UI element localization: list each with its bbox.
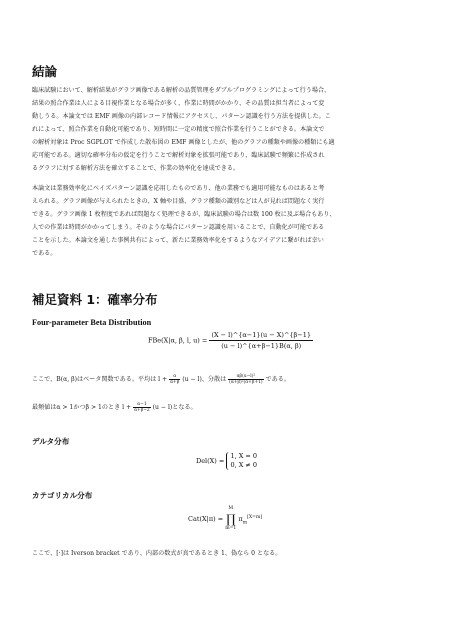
text-line: 人での作業は時間がかかってしまう。そのような場合にパターン認識を用いることで、自動化が可能である <box>32 224 325 231</box>
inline-fraction <box>228 374 263 385</box>
equation-lhs: Del(X) = <box>196 457 225 465</box>
product-symbol: ∏ <box>226 512 236 526</box>
conclusion-paragraph-1 <box>32 84 424 175</box>
delta-section-title: デルタ分布 <box>32 437 70 446</box>
categorical-equation <box>188 505 262 533</box>
beta-mean-variance-line <box>32 374 290 385</box>
fraction-numerator: (X − l)^{α−1}(u − X)^{β−1} <box>211 331 312 339</box>
beta-equation <box>148 331 313 350</box>
case-line: 1, X = 0 <box>230 452 258 460</box>
fraction-denominator: α+β <box>170 380 180 385</box>
text-segment: (u − l)となる。 <box>152 404 197 411</box>
delta-equation <box>196 452 257 470</box>
product-term <box>238 514 263 526</box>
fraction-denominator: α+β−2 <box>134 408 150 413</box>
text-line: 本論文は業務効率化にベイズパターン認識を応用したものであり、他の業務でも適用可能なものはあると考 <box>32 185 325 192</box>
beta-mode-line <box>32 402 197 413</box>
fraction-numerator: αβ(u−l)² <box>228 374 263 380</box>
fraction-denominator: (α+β)²(α+β+1) <box>229 380 263 385</box>
product-operator <box>225 505 236 533</box>
text-segment: である。 <box>265 376 290 383</box>
text-segment: 最頻値はα > 1かつβ > 1のとき l + <box>32 404 134 411</box>
equation-lhs: Cat(X|π) = <box>188 515 224 523</box>
conclusion-heading: 結論 <box>32 64 58 79</box>
term-subscript: m <box>242 520 248 526</box>
text-line: ことを示した。本論文を通した事例共有によって、新たに業務効率化をするようなアイデアに繋がれば幸い <box>32 237 324 244</box>
text-line: れによって、照合作業を自動化可能であり、短時間に一定の精度で照合作業を行うことができる。本論文で <box>32 126 325 133</box>
fraction-numerator: α−1 <box>133 402 151 408</box>
equation-lhs: FBe(X|α, β, l, u) = <box>148 336 208 345</box>
appendix-heading: 補足資料 1：確率分布 <box>32 292 158 307</box>
equation-fraction <box>209 331 313 350</box>
text-line: 結果の照合作業は人による目視作業となる場合が多く、作業に時間がかかり、その品質は担当者によって変 <box>32 100 325 107</box>
case-line: 0, X ≠ 0 <box>230 461 258 469</box>
inline-fraction <box>169 374 180 385</box>
text-line: 動しうる。本論文では EMF 画像の内部レコード情報にアクセスし、パターン認識を行う方法を提供した。こ <box>32 113 331 120</box>
beta-section-title: Four-parameter Beta Distribution <box>32 318 152 327</box>
fraction-denominator: (u − l)^{α+β−1}B(α, β) <box>221 342 302 350</box>
text-segment: ここで、B(α, β)はベータ関数である。平均は l + <box>32 376 170 383</box>
fraction-numerator: α <box>169 374 180 380</box>
cases-brace <box>226 452 257 470</box>
text-line: である。 <box>32 250 57 257</box>
text-segment: (u − l)、分散は <box>182 376 227 383</box>
text-line: 臨床試験において、解析結果がグラフ画像である解析の品質管理をダブルプログラミングによって行う場合、 <box>32 87 331 94</box>
iverson-bracket-note: ここで、[·]は Iverson bracket であり、内部の数式が真であるとき 1、偽なら 0 となる。 <box>32 550 282 557</box>
term-symbol: π <box>238 515 243 523</box>
text-line: の解析対象は Proc SGPLOT で作成した散布図の EMF 画像としたが、他のグラフの種類や画像の種類にも適 <box>32 139 335 146</box>
categorical-section-title: カテゴリカル分布 <box>32 491 93 500</box>
text-line: るグラフに対する解析方法を確立することで、作業の効率化を達成できる。 <box>32 165 240 172</box>
text-line: できる。グラフ画像 1 枚程度であれば問題なく処理できるが、臨床試験の場合は数 100 枚に及ぶ場合もあり、 <box>32 211 336 218</box>
product-upper-limit: M <box>228 506 234 511</box>
term-superscript: [X=m] <box>247 514 263 520</box>
text-line: えられる。グラフ画像が与えられたときの、X 軸や目盛、グラフ種類の識別などは人が見れば問題なく実行 <box>32 198 325 205</box>
inline-fraction <box>133 402 151 413</box>
conclusion-paragraph-2 <box>32 182 424 260</box>
product-lower-limit: m=1 <box>225 526 237 531</box>
text-line: 応可能である。適切な確率分布の仮定を行うことで解析対象を拡張可能であり、臨床試験で頻繁に作成され <box>32 152 325 159</box>
